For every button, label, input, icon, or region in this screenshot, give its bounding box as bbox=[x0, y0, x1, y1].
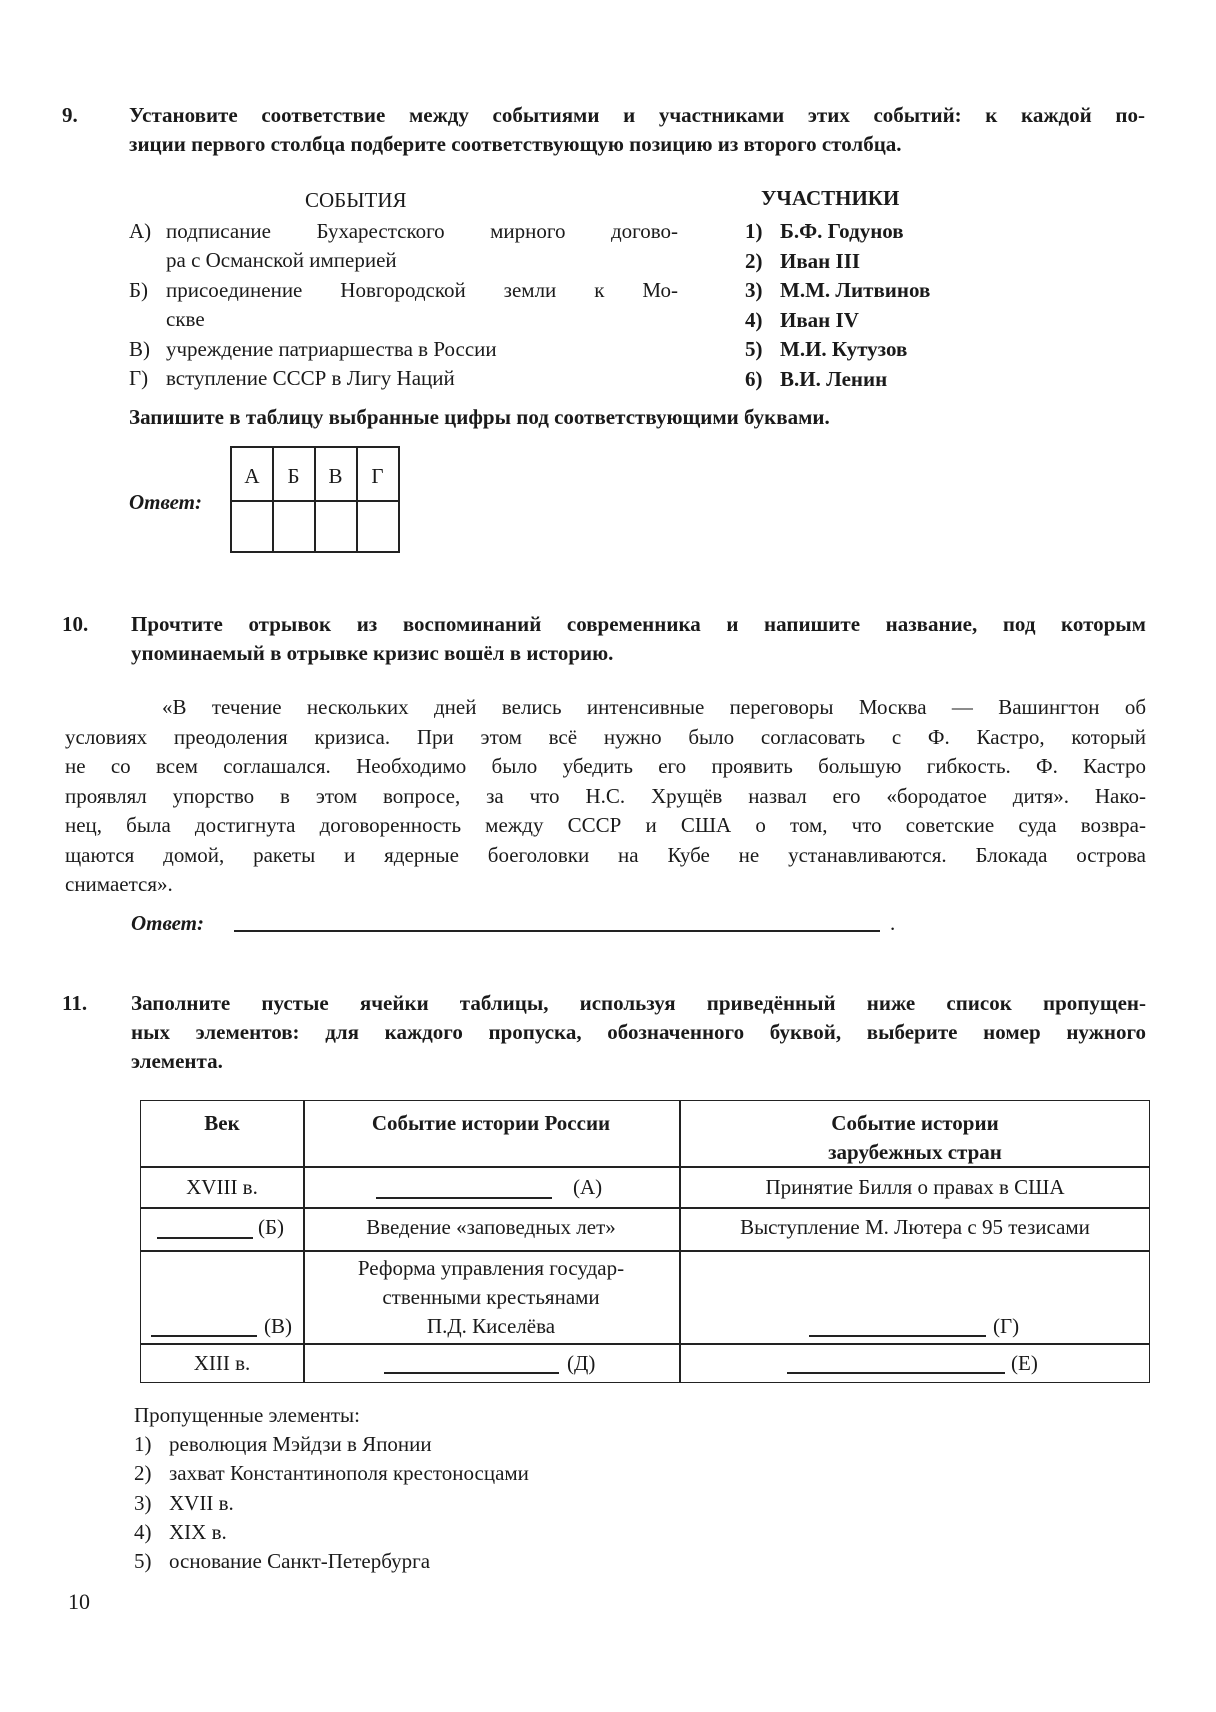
cell-foreign: Выступление М. Лютера с 95 тезисами bbox=[740, 1215, 1090, 1239]
page-number: 10 bbox=[68, 1589, 90, 1614]
quote-line: условиях преодоления кризиса. При этом всё нужно было согласовать с Ф. Кастро, который bbox=[65, 724, 1146, 749]
participant-number: 4) bbox=[745, 307, 763, 332]
participant-name: М.И. Кутузов bbox=[780, 337, 908, 361]
quote-line: не со всем соглашался. Необходимо было убедить его проявить большую гибкость. Ф. Кастро bbox=[65, 754, 1146, 778]
question-text: Заполните пустые ячейки таблицы, используя приведённый ниже список пропущен- bbox=[131, 991, 1146, 1015]
participant-name: В.И. Ленин bbox=[780, 366, 888, 391]
blank-line[interactable] bbox=[384, 1372, 559, 1374]
answer-col-b: Б bbox=[287, 464, 300, 488]
event-text: вступление СССР в Лигу Наций bbox=[166, 366, 455, 390]
participant-number: 2) bbox=[745, 248, 763, 273]
cell-blank-label: (Д) bbox=[567, 1351, 596, 1375]
quote-line: проявлял упорство в этом вопросе, за что Н.С. Хрущёв назвал его «бородатое дитя». Нако- bbox=[65, 783, 1146, 808]
question-text: Прочтите отрывок из воспоминаний современника и напишите название, под которым bbox=[131, 612, 1146, 636]
quote-line: снимается». bbox=[65, 872, 173, 896]
event-letter: А) bbox=[129, 219, 152, 243]
missing-title: Пропущенные элементы: bbox=[134, 1403, 360, 1427]
blank-line[interactable] bbox=[376, 1197, 552, 1199]
question-text: ных элементов: для каждого пропуска, обозначенного буквой, выберите номер нужного bbox=[131, 1020, 1146, 1044]
cell-blank-label: (Г) bbox=[993, 1314, 1020, 1338]
missing-item: XIX в. bbox=[169, 1519, 227, 1544]
participant-name: Иван III bbox=[780, 248, 861, 273]
event-text: учреждение патриаршества в России bbox=[166, 337, 497, 361]
cell-russia: ственными крестьянами bbox=[382, 1285, 600, 1309]
event-text: присоединение Новгородской земли к Мо- bbox=[166, 278, 678, 302]
event-letter: Г) bbox=[129, 366, 149, 390]
header-foreign: зарубежных стран bbox=[828, 1140, 1002, 1164]
cell-russia: Реформа управления государ- bbox=[357, 1256, 625, 1280]
missing-number: 4) bbox=[134, 1519, 152, 1544]
cell-century: XIII в. bbox=[193, 1351, 251, 1375]
missing-item: основание Санкт-Петербурга bbox=[169, 1549, 431, 1574]
cell-blank-label: (Е) bbox=[1011, 1351, 1038, 1375]
missing-item: захват Константинополя крестоносцами bbox=[169, 1461, 529, 1486]
question-text: элемента. bbox=[131, 1049, 223, 1073]
question-number: 10. bbox=[62, 612, 89, 636]
blank-line[interactable] bbox=[151, 1335, 257, 1337]
cell-russia: П.Д. Киселёва bbox=[426, 1314, 556, 1338]
question-text: зиции первого столбца подберите соответствующую позицию из второго столбца. bbox=[129, 132, 902, 156]
participant-name: Б.Ф. Годунов bbox=[780, 219, 904, 243]
participant-number: 3) bbox=[745, 278, 763, 302]
answer-col-v: В bbox=[328, 464, 343, 488]
answer-label: Ответ: bbox=[131, 911, 204, 935]
cell-blank-label: (А) bbox=[573, 1175, 603, 1199]
header-century: Век bbox=[204, 1111, 240, 1135]
quote-line: щаются домой, ракеты и ядерные боеголовки на Кубе не устанавливаются. Блокада острова bbox=[65, 842, 1146, 867]
cell-blank-label: (Б) bbox=[258, 1215, 285, 1239]
blank-line[interactable] bbox=[809, 1335, 986, 1337]
question-text: упоминаемый в отрывке кризис вошёл в историю. bbox=[131, 641, 614, 665]
participant-name: Иван IV bbox=[780, 307, 859, 332]
answer-line[interactable] bbox=[234, 930, 880, 932]
blank-line[interactable] bbox=[157, 1237, 253, 1239]
missing-item: революция Мэйдзи в Японии bbox=[169, 1432, 432, 1456]
history-table bbox=[140, 1100, 1150, 1383]
event-text: ра с Османской империей bbox=[166, 248, 397, 272]
events-header: СОБЫТИЯ bbox=[305, 188, 407, 212]
event-text: подписание Бухарестского мирного догово- bbox=[166, 219, 678, 243]
answer-col-a: А bbox=[244, 464, 260, 488]
participants-header: УЧАСТНИКИ bbox=[761, 186, 900, 210]
cell-blank-label: (В) bbox=[264, 1314, 292, 1338]
cell-russia: Введение «заповедных лет» bbox=[366, 1215, 616, 1239]
participant-number: 5) bbox=[745, 337, 763, 361]
instruction: Запишите в таблицу выбранные цифры под соответствующими буквами. bbox=[129, 405, 830, 429]
answer-table[interactable] bbox=[230, 446, 400, 553]
header-foreign: Событие истории bbox=[831, 1111, 999, 1135]
quote-line: нец, была достигнута договоренность между СССР и США о том, что советские суда возвра- bbox=[65, 813, 1146, 837]
blank-line[interactable] bbox=[787, 1372, 1005, 1374]
question-number: 9. bbox=[62, 103, 78, 127]
question-number: 11. bbox=[62, 991, 88, 1015]
participant-number: 1) bbox=[745, 219, 763, 243]
missing-number: 5) bbox=[134, 1549, 152, 1574]
missing-number: 3) bbox=[134, 1490, 152, 1515]
event-text: скве bbox=[166, 307, 205, 331]
event-letter: Б) bbox=[129, 278, 149, 302]
cell-foreign: Принятие Билля о правах в США bbox=[765, 1175, 1065, 1199]
participant-name: М.М. Литвинов bbox=[780, 278, 931, 302]
quote-line: «В течение нескольких дней велись интенсивные переговоры Москва — Вашингтон об bbox=[162, 695, 1146, 719]
answer-col-g: Г bbox=[371, 464, 384, 488]
cell-century: XVIII в. bbox=[186, 1175, 258, 1199]
missing-item: XVII в. bbox=[169, 1490, 234, 1515]
header-russia: Событие истории России bbox=[371, 1111, 611, 1135]
answer-label: Ответ: bbox=[129, 490, 202, 514]
missing-number: 2) bbox=[134, 1461, 152, 1486]
question-text: Установите соответствие между событиями и участниками этих событий: к каждой по- bbox=[129, 103, 1145, 127]
answer-end-dot: . bbox=[890, 911, 896, 935]
participant-number: 6) bbox=[745, 366, 763, 391]
missing-number: 1) bbox=[134, 1432, 152, 1456]
event-letter: В) bbox=[129, 337, 150, 361]
